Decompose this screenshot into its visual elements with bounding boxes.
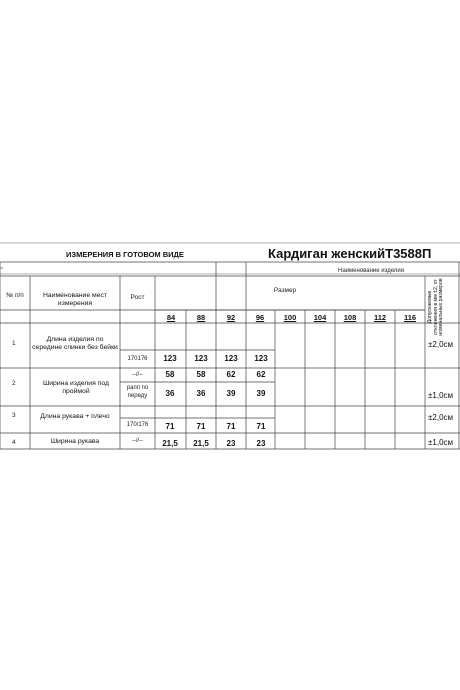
row-tolerance: ±2,0см [428,340,454,349]
row-tolerance: ±2,0см [428,413,454,422]
measure-value: 36 [196,389,206,398]
measure-value: 39 [226,389,236,398]
size-label: 108 [343,313,357,322]
row-measure-name: Ширина изделия под проймой [43,380,109,396]
measure-value: 23 [256,439,266,448]
row-height: 170/176 [126,422,149,428]
size-label: 84 [166,313,176,322]
measure-value: 123 [163,354,177,363]
measure-value: 39 [256,389,266,398]
size-label: 88 [196,313,206,322]
measure-value: 123 [194,354,208,363]
size-label: 92 [226,313,236,322]
measure-value: 71 [196,422,206,431]
measure-value: 62 [226,370,236,379]
size-label: 104 [313,313,327,322]
row-height: 170176 [127,356,148,362]
measure-value: 123 [254,354,268,363]
row-measure-name: Ширина рукава [50,438,100,445]
measure-value: 21,5 [193,439,209,448]
column-name-header: Наименование мест измерения [43,292,107,308]
measure-value: 21,5 [162,439,178,448]
row-measure-name: Длина изделия по середине спинки без бейки [32,336,118,352]
size-label: 112 [373,313,387,322]
product-name-label: Наименование изделия [338,268,404,274]
measure-value: 58 [196,370,206,379]
column-tolerance-header: Допускаемые отклонения в мм ±2, от номинальных размеров [427,278,445,336]
column-size-header: Размер [273,287,297,294]
row-tolerance: ±1,0см [428,438,454,447]
row-number: 2 [12,380,16,387]
measure-value: 71 [226,422,236,431]
measure-value: 123 [224,354,238,363]
measure-value: 71 [165,422,175,431]
row-number: 3 [12,412,16,419]
column-number-header: № п/п [6,292,24,299]
size-label: 96 [255,313,265,322]
section-title: ИЗМЕРЕНИЯ В ГОТОВОМ ВИДЕ [66,250,184,259]
measure-value: 23 [226,439,236,448]
row-tolerance: ±1,0см [428,391,454,400]
row-number: 4 [12,439,16,446]
measure-value: 36 [165,389,175,398]
measure-value: 71 [256,422,266,431]
measure-value: 58 [165,370,175,379]
row-height: рапп по переду [126,385,149,399]
size-label: 100 [283,313,297,322]
row-height: --//-- [131,372,144,378]
row-number: 1 [12,340,16,347]
column-height-header: Рост [130,294,145,301]
size-label: 116 [403,313,417,322]
product-title: Кардиган женскийТ3588П [268,246,432,261]
row-measure-name: Длина рукава + плечо [40,413,110,420]
row-height: --//-- [131,438,144,444]
measure-value: 62 [256,370,266,379]
